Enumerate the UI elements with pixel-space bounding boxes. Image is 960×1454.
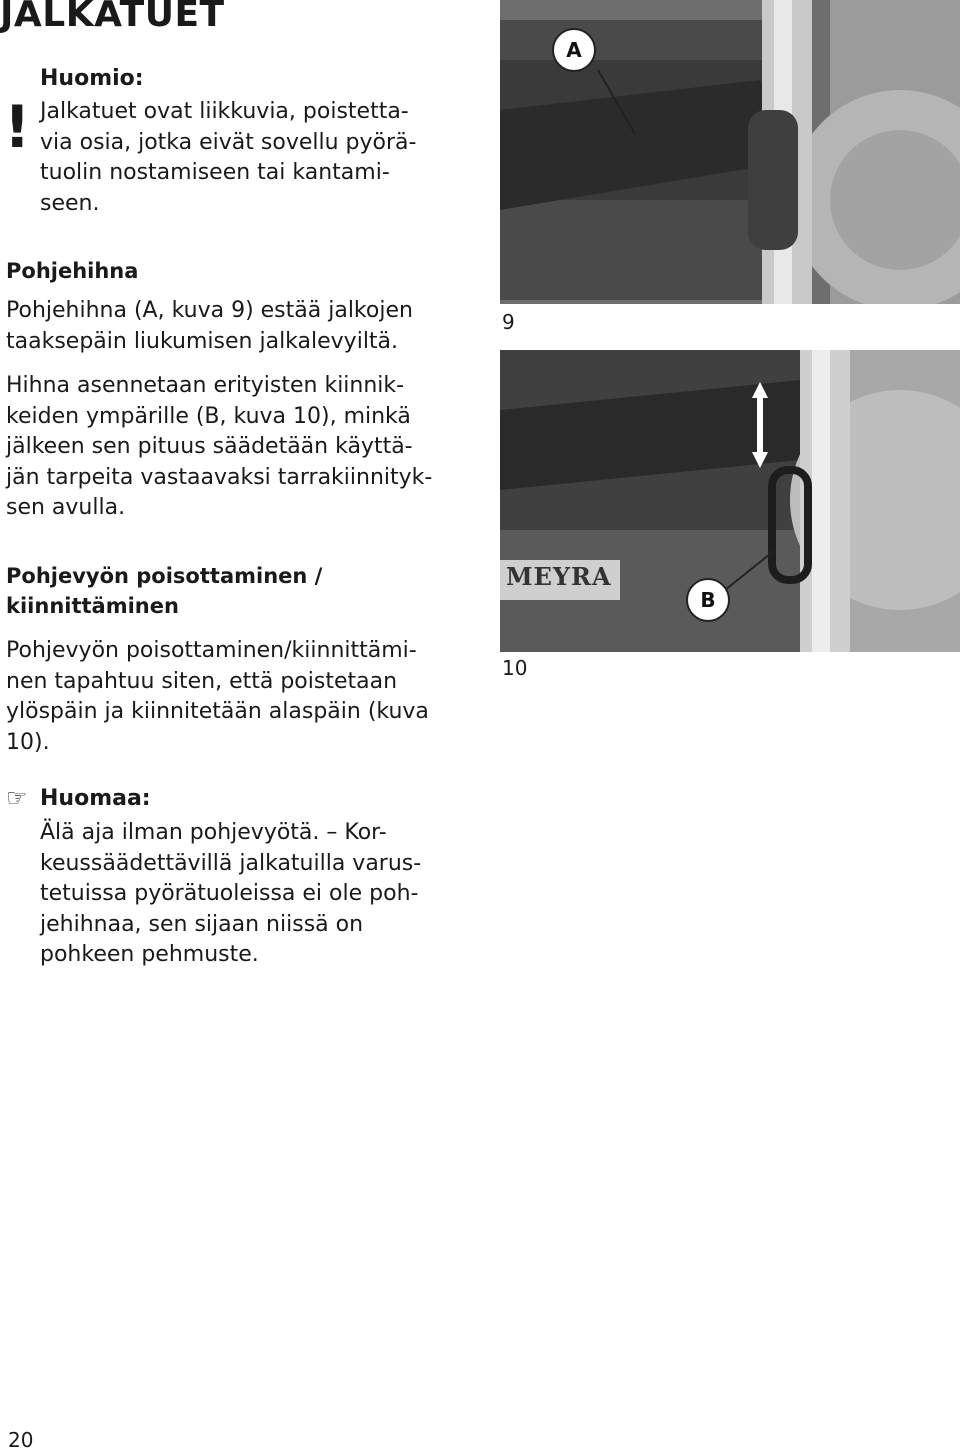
section-heading-pohjevyo xyxy=(6,561,322,621)
figure-10-photo xyxy=(500,350,960,652)
section1-paragraph-1 xyxy=(6,296,413,357)
text-line: keiden ympärille (B, kuva 10), minkä xyxy=(6,403,411,429)
warning-line: Jalkatuet ovat liikkuvia, poistetta- xyxy=(40,99,409,124)
note-heading: Huomaa: xyxy=(40,786,151,811)
section-heading-pohjehihna: Pohjehihna xyxy=(6,259,139,283)
figure-9-number: 9 xyxy=(502,310,515,334)
heading-line: kiinnittäminen xyxy=(6,594,179,618)
warning-text xyxy=(40,97,416,219)
note-text xyxy=(40,818,421,971)
note-line: keussäädettävillä jalkatuilla varus- xyxy=(40,850,422,876)
note-line: Älä aja ilman pohjevyötä. – Kor- xyxy=(40,820,387,845)
strap-attachment-illustration xyxy=(500,350,960,652)
text-line: Hihna asennetaan erityisten kiinnik- xyxy=(6,373,405,398)
exclamation-icon: ! xyxy=(4,93,31,161)
figure-10-callout: B xyxy=(686,578,730,622)
note-line: pohkeen pehmuste. xyxy=(40,942,259,967)
text-line: ylöspäin ja kiinnitetään alaspäin (kuva xyxy=(6,699,429,724)
figure-9-callout: A xyxy=(552,28,596,72)
text-line: 10). xyxy=(6,729,50,755)
note-line: jehihnaa, sen sijaan niissä on xyxy=(40,911,364,937)
pointing-hand-icon: ☞ xyxy=(6,784,28,812)
note-line: tetuissa pyörätuoleissa ei ole poh- xyxy=(40,881,419,906)
warning-line: seen. xyxy=(40,190,100,216)
figure-9-photo xyxy=(500,0,960,304)
text-line: nen tapahtuu siten, että poistetaan xyxy=(6,668,398,694)
brand-label: MEYRA xyxy=(506,562,612,591)
text-line: taaksepäin liukumisen jalkalevyiltä. xyxy=(6,328,399,354)
section1-paragraph-2 xyxy=(6,371,432,524)
text-line: Pohjevyön poisottaminen/kiinnittämi- xyxy=(6,638,417,663)
page-number: 20 xyxy=(8,1428,34,1452)
heading-line: Pohjevyön poisottaminen / xyxy=(6,564,323,588)
warning-line: via osia, jotka eivät sovellu pyörä- xyxy=(40,129,417,155)
text-line: sen avulla. xyxy=(6,495,126,520)
warning-heading: Huomio: xyxy=(40,66,144,91)
text-line: jälkeen sen pituus säädetään käyttä- xyxy=(6,434,413,459)
section2-paragraph xyxy=(6,636,429,758)
text-line: Pohjehihna (A, kuva 9) estää jalkojen xyxy=(6,298,413,323)
text-line: jän tarpeita vastaavaksi tarrakiinnityk- xyxy=(6,464,433,490)
figure-10-number: 10 xyxy=(502,656,528,680)
page-title: JALKATUET xyxy=(0,0,225,35)
warning-line: tuolin nostamiseen tai kantami- xyxy=(40,160,390,185)
